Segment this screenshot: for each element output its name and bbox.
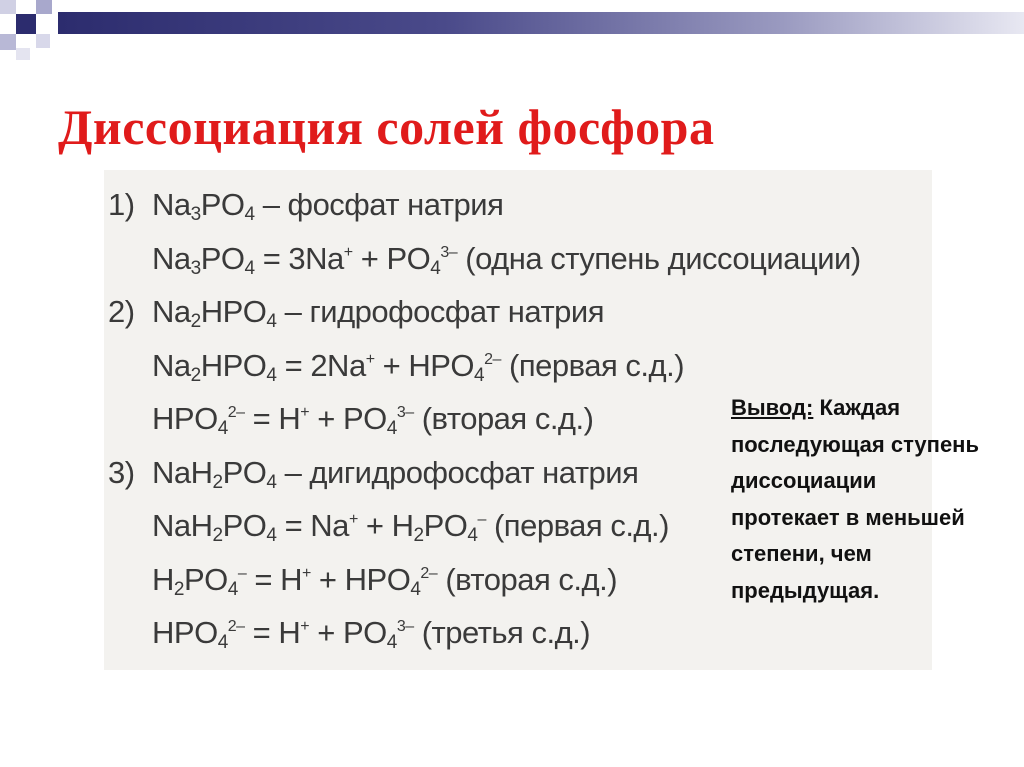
formula-part: 2–	[420, 564, 438, 582]
formula-part: + PO	[352, 240, 431, 276]
formula-part: 2	[212, 525, 223, 546]
formula-part: + PO	[309, 401, 387, 436]
formula-part: PO	[423, 508, 468, 543]
equation-line	[108, 339, 861, 393]
formula-part: NaH	[152, 454, 213, 490]
equation-number: 2)	[108, 294, 135, 329]
formula-part: 2–	[227, 404, 245, 421]
formula-part: 4	[244, 257, 255, 279]
conclusion-note	[731, 390, 981, 609]
formula-part: –	[237, 564, 247, 582]
formula-part: PO	[222, 454, 267, 490]
formula-part: = H	[244, 615, 301, 650]
formula-part: 2	[413, 525, 424, 546]
formula-part: (одна ступень диссоциации)	[457, 240, 861, 276]
formula-part: HPO	[200, 347, 267, 383]
formula-part: H	[152, 561, 174, 597]
formula-part: (вторая с.д.)	[437, 561, 618, 597]
formula-part: = 2Na	[276, 347, 366, 383]
formula-part: Na	[152, 294, 191, 329]
formula-part: 3	[190, 257, 201, 279]
formula-part: +	[365, 350, 375, 368]
formula-part: NaH	[152, 508, 213, 543]
equation-line	[108, 606, 861, 660]
slide-title: Диссоциация солей фосфора	[58, 99, 715, 155]
formula-part: 4	[266, 364, 277, 386]
formula-part: 3–	[440, 243, 458, 261]
formula-part: (первая с.д.)	[485, 508, 669, 543]
formula-part: Na	[152, 347, 191, 383]
formula-part: 3	[190, 204, 201, 225]
formula-part: 4	[266, 471, 277, 493]
equation-line	[108, 285, 861, 339]
decor-square	[16, 14, 36, 34]
formula-part: = Na	[276, 508, 349, 543]
formula-part: 2	[173, 578, 184, 600]
formula-part: +	[301, 564, 311, 582]
formula-part: – фосфат натрия	[254, 187, 504, 222]
formula-part: 2	[212, 471, 223, 493]
formula-part: PO	[183, 561, 228, 597]
formula-part: – гидрофосфат натрия	[276, 294, 604, 329]
formula-part: 4	[244, 204, 255, 225]
formula-part: HPO	[152, 615, 218, 650]
formula-part: 2–	[484, 350, 501, 368]
formula-part: Na	[152, 240, 191, 276]
formula-part: HPO	[200, 294, 267, 329]
formula-part: PO	[200, 240, 245, 276]
decor-square	[0, 34, 16, 50]
formula-part: 4	[386, 632, 397, 653]
formula-part: 4	[266, 311, 277, 332]
formula-part: Na	[152, 187, 191, 222]
conclusion-label: Вывод:	[731, 395, 814, 420]
formula-part: 4	[467, 525, 478, 546]
formula-part: + HPO	[374, 347, 475, 383]
formula-part: 4	[410, 578, 421, 600]
decor-square	[36, 0, 52, 14]
formula-part: 2–	[227, 618, 245, 635]
formula-part: 4	[386, 418, 397, 439]
formula-part: PO	[200, 187, 245, 222]
equation-number: 1)	[108, 187, 135, 222]
formula-part: = H	[246, 561, 302, 597]
formula-part: 4	[266, 525, 277, 546]
formula-part: +	[348, 511, 358, 528]
formula-part: = 3Na	[254, 240, 344, 276]
formula-part: 4	[227, 578, 238, 600]
formula-part: (третья с.д.)	[413, 615, 591, 650]
formula-part: –	[477, 511, 486, 528]
formula-part: 4	[217, 632, 228, 653]
formula-part: 3–	[396, 618, 414, 635]
header-bar	[58, 12, 1024, 34]
formula-part: – дигидрофосфат натрия	[276, 454, 639, 490]
formula-part: 4	[217, 418, 228, 439]
decor-square	[0, 0, 16, 14]
equation-line	[108, 178, 861, 232]
formula-part: 4	[430, 257, 441, 279]
decor-square	[36, 34, 50, 48]
equation-line	[108, 232, 861, 286]
formula-part: 4	[474, 364, 485, 386]
formula-part: PO	[222, 508, 267, 543]
formula-part: (первая с.д.)	[500, 347, 685, 383]
equation-number: 3)	[108, 454, 135, 490]
decor-square	[16, 48, 30, 60]
formula-part: HPO	[152, 401, 218, 436]
formula-part: +	[343, 243, 353, 261]
formula-part: + H	[357, 508, 414, 543]
formula-part: 2	[190, 311, 201, 332]
formula-part: + PO	[309, 615, 387, 650]
conclusion-text: Каждая последующая ступень диссоциации протекает в меньшей степени, чем предыдущая.	[731, 395, 979, 603]
formula-part: 2	[190, 364, 201, 386]
formula-part: + HPO	[310, 561, 411, 597]
formula-part: (вторая с.д.)	[413, 401, 594, 436]
formula-part: 3–	[396, 404, 414, 421]
formula-part: +	[300, 618, 310, 635]
formula-part: = H	[244, 401, 301, 436]
formula-part: +	[300, 404, 310, 421]
